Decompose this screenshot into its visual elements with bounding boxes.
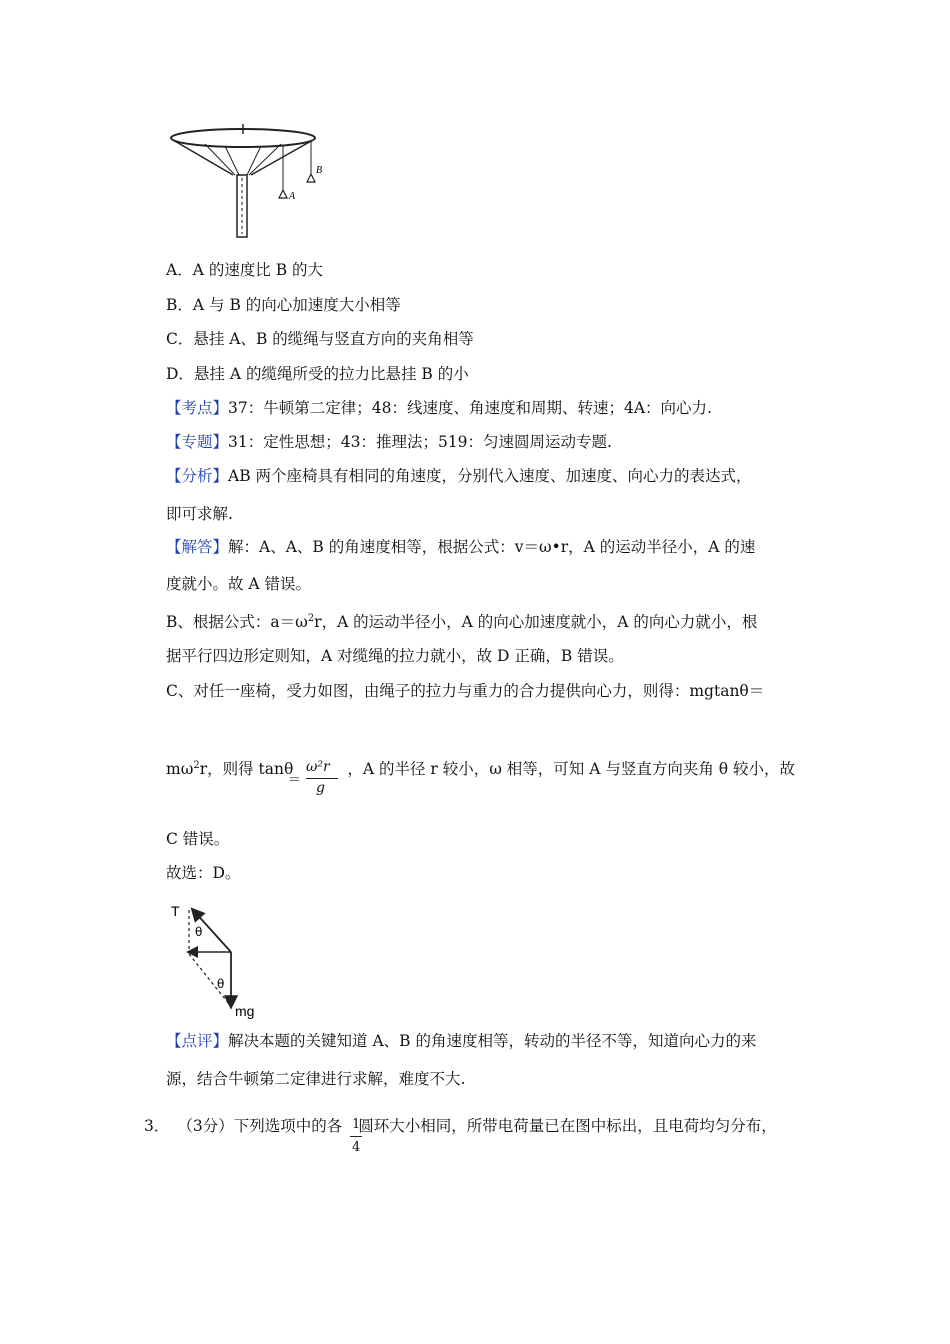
swing-ride-figure <box>165 120 340 245</box>
quarter-denominator: 4 <box>352 1140 361 1155</box>
fenxi-line-1 <box>166 466 752 486</box>
force-diagram <box>165 896 265 1020</box>
kaodian-text: 37：牛顿第二定律；48：线速度、角速度和周期、转速；4A：向心力. <box>228 399 712 417</box>
fraction-denominator: g <box>316 780 325 796</box>
dianping-tag: 【点评】 <box>166 1032 229 1050</box>
kaodian-tag: 【考点】 <box>166 399 229 417</box>
zhuanti-line <box>166 432 612 452</box>
jieda-line-2: 度就小。故 A 错误。 <box>166 575 312 593</box>
jieda-line-4: 据平行四边形定则知，A 对缆绳的拉力就小，故 D 正确，B 错误。 <box>166 647 624 665</box>
jieda-text-6c: ，A 的半径 r 较小，ω 相等，可知 A 与竖直方向夹角 θ 较小，故 <box>347 760 796 778</box>
option-d: D．悬挂 A 的缆绳所受的拉力比悬挂 B 的小 <box>166 365 469 383</box>
fraction-bar <box>306 778 338 779</box>
zhuanti-text: 31：定性思想；43：推理法；519：匀速圆周运动专题. <box>228 433 612 451</box>
question-3 <box>144 1116 777 1136</box>
kaodian-line <box>166 398 712 418</box>
quarter-fraction <box>349 1116 363 1160</box>
dianping-text-1: 解决本题的关键知道 A、B 的角速度相等，转动的半径不等，知道向心力的来 <box>228 1032 757 1050</box>
jieda-text-1: 解：A、A、B 的角速度相等，根据公式：v＝ω•r，A 的运动半径小，A 的速 <box>228 538 756 556</box>
jieda-line-6 <box>166 756 795 779</box>
superscript-2: 2 <box>307 613 315 624</box>
fraction-numerator: ω²r <box>306 759 330 775</box>
option-a: A．A 的速度比 B 的大 <box>166 261 324 279</box>
tan-fraction <box>288 758 338 804</box>
quarter-numerator: 1 <box>352 1117 361 1132</box>
jieda-line-7: C 错误。 <box>166 830 230 848</box>
jieda-text-6a: mω <box>166 760 194 778</box>
jieda-text-3b: r，A 的运动半径小，A 的向心加速度就小，A 的向心力就小，根 <box>314 613 758 631</box>
label-b: B <box>316 165 323 176</box>
zhuanti-tag: 【专题】 <box>166 433 229 451</box>
fenxi-line-2: 即可求解. <box>166 505 233 523</box>
mg-label: mg <box>235 1003 255 1019</box>
jieda-text-6b: r，则得 tanθ <box>199 760 294 778</box>
option-b: B．A 与 B 的向心加速度大小相等 <box>166 296 401 314</box>
jieda-line-5: C、对任一座椅，受力如图，由绳子的拉力与重力的合力提供向心力，则得：mgtanθ＝ <box>166 682 765 700</box>
jieda-line-1 <box>166 537 755 557</box>
tension-label: T <box>171 903 180 919</box>
quarter-bar <box>350 1136 362 1137</box>
jieda-line-3 <box>166 609 757 632</box>
option-c: C．悬挂 A、B 的缆绳与竖直方向的夹角相等 <box>166 330 474 348</box>
theta-label-1: θ <box>195 925 203 939</box>
question-number: 3． <box>144 1117 170 1135</box>
dianping-line-2: 源，结合牛顿第二定律进行求解，难度不大. <box>166 1070 466 1088</box>
jieda-line-8: 故选：D。 <box>166 864 241 882</box>
superscript-2b: 2 <box>193 760 200 771</box>
jieda-text-3a: B、根据公式：a＝ω <box>166 613 308 631</box>
fraction-equals: ＝ <box>288 773 302 788</box>
question-text-1: （3分）下列选项中的各 <box>177 1117 343 1135</box>
theta-label-2: θ <box>217 977 225 991</box>
fenxi-tag: 【分析】 <box>166 467 229 485</box>
question-text-2: 圆环大小相同，所带电荷量已在图中标出，且电荷均匀分布， <box>358 1117 777 1135</box>
dianping-line-1 <box>166 1031 756 1051</box>
label-a: A <box>289 191 296 202</box>
fenxi-text-1: AB 两个座椅具有相同的角速度，分别代入速度、加速度、向心力的表达式， <box>228 467 752 485</box>
jieda-tag: 【解答】 <box>166 538 229 556</box>
